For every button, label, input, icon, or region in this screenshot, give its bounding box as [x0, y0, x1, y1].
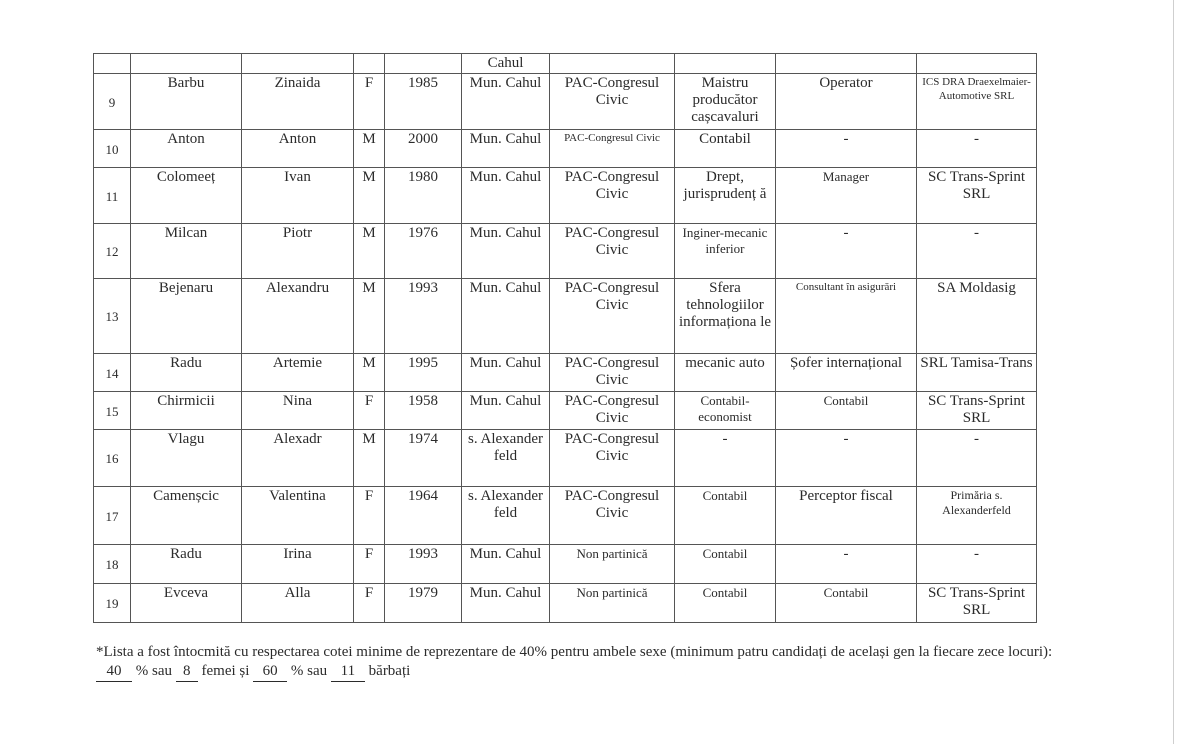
workplace-cell: SA Moldasig [917, 279, 1037, 354]
birth-year-cell: 1976 [385, 224, 462, 279]
footnote-women-label: femei și [201, 663, 250, 679]
workplace-cell: - [917, 545, 1037, 584]
residence-cell: s. Alexander feld [462, 487, 550, 545]
firstname-cell: Alexandru [242, 279, 354, 354]
surname-cell: Milcan [131, 224, 242, 279]
firstname-cell: Anton [242, 130, 354, 168]
sex-cell: F [354, 392, 385, 430]
residence-cell: Mun. Cahul [462, 279, 550, 354]
row-number: 15 [94, 392, 131, 430]
row-number: 19 [94, 584, 131, 623]
sex-cell: M [354, 224, 385, 279]
workplace-cell: - [917, 224, 1037, 279]
surname-cell: Radu [131, 354, 242, 392]
row-number: 16 [94, 430, 131, 487]
profession-cell: Contabil [675, 584, 776, 623]
residence-cell: Mun. Cahul [462, 392, 550, 430]
profession-cell: Contabil-economist [675, 392, 776, 430]
profession-cell [675, 54, 776, 74]
sex-cell [354, 54, 385, 74]
sex-cell: M [354, 430, 385, 487]
row-number [94, 54, 131, 74]
surname-cell: Evceva [131, 584, 242, 623]
profession-cell: Contabil [675, 545, 776, 584]
table-row [94, 545, 1037, 584]
position-cell: - [776, 430, 917, 487]
workplace-cell: - [917, 430, 1037, 487]
party-cell: PAC-Congresul Civic [550, 168, 675, 224]
workplace-cell: SC Trans-Sprint SRL [917, 168, 1037, 224]
men-percent: 60 [253, 662, 287, 682]
sex-cell: M [354, 130, 385, 168]
surname-cell: Chirmicii [131, 392, 242, 430]
firstname-cell [242, 54, 354, 74]
residence-cell: s. Alexander feld [462, 430, 550, 487]
position-cell: Contabil [776, 584, 917, 623]
table-row [94, 74, 1037, 130]
women-count: 8 [176, 662, 198, 682]
profession-cell: mecanic auto [675, 354, 776, 392]
footnote-text: *Lista a fost întocmită cu respectarea cotei minime de reprezentare de 40% pentru ambele sexe (minimum patru candidați de același gen la fiecare zece locuri): [96, 644, 1053, 660]
position-cell: Operator [776, 74, 917, 130]
firstname-cell: Valentina [242, 487, 354, 545]
birth-year-cell: 1979 [385, 584, 462, 623]
profession-cell: Sfera tehnologiilor informaționa le [675, 279, 776, 354]
birth-year-cell: 1993 [385, 545, 462, 584]
firstname-cell: Alla [242, 584, 354, 623]
firstname-cell: Zinaida [242, 74, 354, 130]
firstname-cell: Alexadr [242, 430, 354, 487]
workplace-cell: SC Trans-Sprint SRL [917, 584, 1037, 623]
residence-cell: Mun. Cahul [462, 354, 550, 392]
surname-cell: Bejenaru [131, 279, 242, 354]
residence-cell: Mun. Cahul [462, 545, 550, 584]
profession-cell: Contabil [675, 487, 776, 545]
table-row [94, 430, 1037, 487]
row-number: 12 [94, 224, 131, 279]
party-cell: PAC-Congresul Civic [550, 130, 675, 168]
surname-cell: Anton [131, 130, 242, 168]
birth-year-cell: 2000 [385, 130, 462, 168]
table-row [94, 54, 1037, 74]
firstname-cell: Ivan [242, 168, 354, 224]
birth-year-cell: 1985 [385, 74, 462, 130]
party-cell: PAC-Congresul Civic [550, 354, 675, 392]
row-number: 14 [94, 354, 131, 392]
firstname-cell: Nina [242, 392, 354, 430]
workplace-cell: SRL Tamisa-Trans [917, 354, 1037, 392]
profession-cell: Contabil [675, 130, 776, 168]
position-cell: - [776, 224, 917, 279]
surname-cell [131, 54, 242, 74]
table-row [94, 224, 1037, 279]
birth-year-cell: 1993 [385, 279, 462, 354]
position-cell: Consultant în asigurări [776, 279, 917, 354]
residence-cell: Mun. Cahul [462, 584, 550, 623]
candidates-table [93, 53, 1037, 623]
table-row [94, 392, 1037, 430]
residence-cell: Mun. Cahul [462, 74, 550, 130]
sex-cell: M [354, 354, 385, 392]
residence-cell: Mun. Cahul [462, 168, 550, 224]
birth-year-cell [385, 54, 462, 74]
table-row [94, 130, 1037, 168]
party-cell: PAC-Congresul Civic [550, 487, 675, 545]
party-cell: Non partinică [550, 545, 675, 584]
party-cell: PAC-Congresul Civic [550, 224, 675, 279]
sex-cell: M [354, 168, 385, 224]
table-row [94, 584, 1037, 623]
surname-cell: Barbu [131, 74, 242, 130]
row-number: 10 [94, 130, 131, 168]
party-cell: PAC-Congresul Civic [550, 392, 675, 430]
profession-cell: Inginer-mecanic inferior [675, 224, 776, 279]
party-cell: Non partinică [550, 584, 675, 623]
table-row [94, 354, 1037, 392]
profession-cell: Maistru producător cașcavaluri [675, 74, 776, 130]
table-row [94, 168, 1037, 224]
party-cell: PAC-Congresul Civic [550, 74, 675, 130]
residence-cell: Cahul [462, 54, 550, 74]
row-number: 13 [94, 279, 131, 354]
workplace-cell: Primăria s. Alexanderfeld [917, 487, 1037, 545]
women-percent: 40 [96, 662, 132, 682]
residence-cell: Mun. Cahul [462, 130, 550, 168]
table-row [94, 487, 1037, 545]
surname-cell: Vlagu [131, 430, 242, 487]
sex-cell: M [354, 279, 385, 354]
position-cell: Manager [776, 168, 917, 224]
profession-cell: Drept, jurisprudenț ă [675, 168, 776, 224]
profession-cell: - [675, 430, 776, 487]
surname-cell: Colomeeț [131, 168, 242, 224]
men-count: 11 [331, 662, 365, 682]
sex-cell: F [354, 487, 385, 545]
surname-cell: Camenșcic [131, 487, 242, 545]
birth-year-cell: 1995 [385, 354, 462, 392]
sex-cell: F [354, 545, 385, 584]
row-number: 9 [94, 74, 131, 130]
birth-year-cell: 1974 [385, 430, 462, 487]
row-number: 17 [94, 487, 131, 545]
quota-footnote [96, 643, 1156, 682]
party-cell: PAC-Congresul Civic [550, 279, 675, 354]
workplace-cell: ICS DRA Draexelmaier-Automotive SRL [917, 74, 1037, 130]
surname-cell: Radu [131, 545, 242, 584]
workplace-cell: SC Trans-Sprint SRL [917, 392, 1037, 430]
position-cell: Șofer internațional [776, 354, 917, 392]
position-cell: - [776, 130, 917, 168]
birth-year-cell: 1964 [385, 487, 462, 545]
birth-year-cell: 1958 [385, 392, 462, 430]
footnote-men-label: bărbați [368, 663, 411, 679]
position-cell [776, 54, 917, 74]
row-number: 11 [94, 168, 131, 224]
footnote-percent-or-1: % sau [135, 663, 172, 679]
birth-year-cell: 1980 [385, 168, 462, 224]
firstname-cell: Artemie [242, 354, 354, 392]
footnote-percent-or-2: % sau [290, 663, 328, 679]
party-cell: PAC-Congresul Civic [550, 430, 675, 487]
row-number: 18 [94, 545, 131, 584]
page-edge-line [1173, 0, 1174, 744]
position-cell: Perceptor fiscal [776, 487, 917, 545]
firstname-cell: Piotr [242, 224, 354, 279]
workplace-cell: - [917, 130, 1037, 168]
sex-cell: F [354, 584, 385, 623]
sex-cell: F [354, 74, 385, 130]
residence-cell: Mun. Cahul [462, 224, 550, 279]
party-cell [550, 54, 675, 74]
firstname-cell: Irina [242, 545, 354, 584]
position-cell: - [776, 545, 917, 584]
table-row [94, 279, 1037, 354]
position-cell: Contabil [776, 392, 917, 430]
workplace-cell [917, 54, 1037, 74]
